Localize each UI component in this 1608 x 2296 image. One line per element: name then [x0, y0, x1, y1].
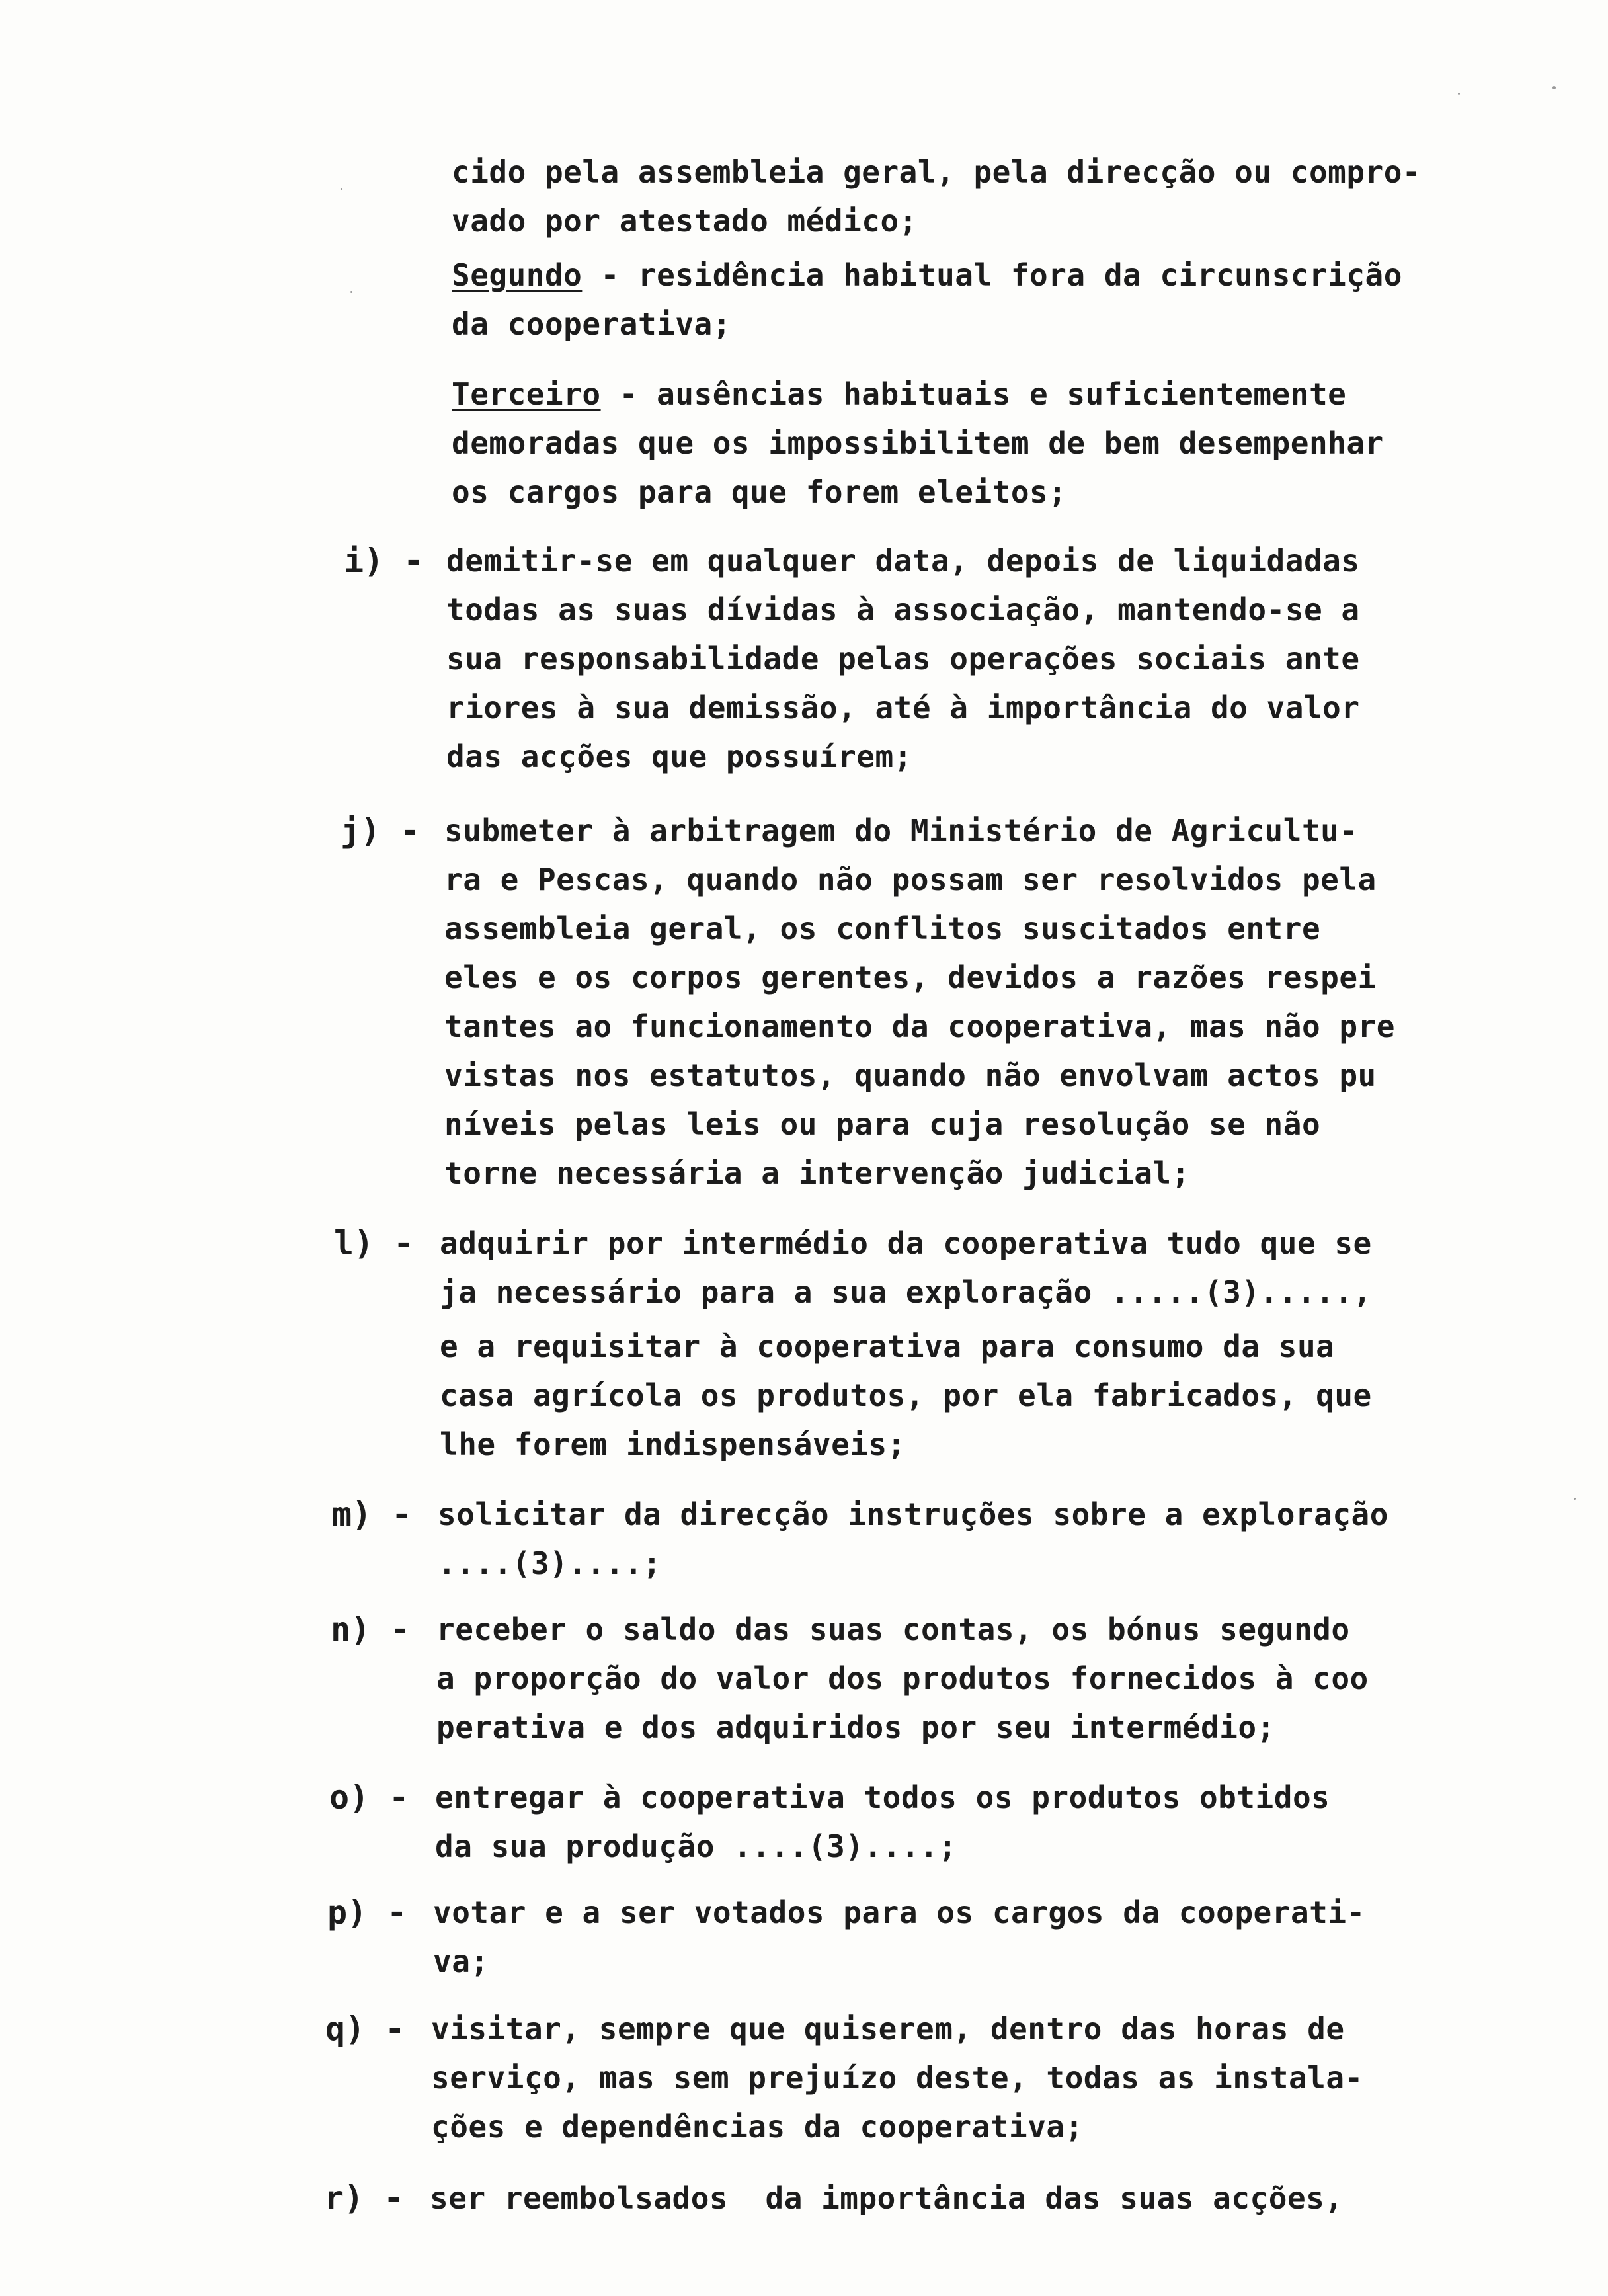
text-line: eles e os corpos gerentes, devidos a razões respei [444, 960, 1377, 995]
text-line: receber o saldo das suas contas, os bónus segundo [436, 1612, 1350, 1647]
text-line: demitir-se em qualquer data, depois de liquidadas [446, 543, 1360, 579]
item-marker-n: n) - [331, 1610, 411, 1649]
text-line: todas as suas dívidas à associação, mantendo-se a [446, 592, 1360, 628]
text-line: ....(3)....; [438, 1545, 662, 1581]
scan-speck [1574, 1498, 1576, 1500]
item-marker-o: o) - [329, 1778, 409, 1817]
scan-speck [350, 291, 352, 293]
text-line: da sua produção ....(3)....; [435, 1828, 957, 1864]
text-line: perativa e dos adquiridos por seu intermédio; [436, 1709, 1275, 1745]
text-line: vado por atestado médico; [452, 203, 918, 239]
text-line: riores à sua demissão, até à importância do valor [446, 690, 1360, 725]
text-line: lhe forem indispensáveis; [440, 1426, 906, 1462]
text-line: demoradas que os impossibilitem de bem desempenhar [452, 425, 1384, 461]
text-line: serviço, mas sem prejuízo deste, todas as instala- [431, 2060, 1363, 2096]
scan-speck [1458, 93, 1460, 95]
item-marker-j: j) - [341, 811, 421, 850]
text-line: - ausências habituais e suficientemente [600, 376, 1347, 412]
terceiro-heading: Terceiro [452, 376, 601, 412]
text-line: va; [433, 1944, 489, 1979]
segundo-paragraph [452, 257, 1402, 294]
terceiro-paragraph [452, 376, 1346, 413]
item-marker-m: m) - [332, 1495, 412, 1534]
text-line: vistas nos estatutos, quando não envolvam actos pu [444, 1057, 1377, 1093]
item-marker-p: p) - [327, 1893, 407, 1932]
item-marker-i: i) - [344, 542, 424, 580]
scan-speck [341, 188, 342, 190]
segundo-heading: Segundo [452, 257, 583, 293]
text-line: visitar, sempre que quiserem, dentro das horas de [431, 2011, 1345, 2047]
text-line: níveis pelas leis ou para cuja resolução se não [444, 1106, 1321, 1142]
text-line: ra e Pescas, quando não possam ser resolvidos pela [444, 862, 1377, 897]
item-marker-q: q) - [325, 2010, 405, 2048]
text-line: os cargos para que forem eleitos; [452, 474, 1067, 510]
text-line: ções e dependências da cooperativa; [431, 2109, 1084, 2145]
text-line: cido pela assembleia geral, pela direcção ou compro- [452, 154, 1422, 190]
text-line: votar e a ser votados para os cargos da cooperati- [433, 1895, 1365, 1930]
text-line: ja necessário para a sua exploração .....(3)....., [440, 1274, 1372, 1310]
text-line: e a requisitar à cooperativa para consumo da sua [440, 1329, 1335, 1364]
text-line: solicitar da direcção instruções sobre a exploração [438, 1496, 1388, 1532]
text-line: torne necessária a intervenção judicial; [444, 1155, 1190, 1191]
text-line: adquirir por intermédio da cooperativa tudo que se [440, 1225, 1372, 1261]
text-line: submeter à arbitragem do Ministério de Agricultu- [444, 813, 1358, 848]
text-line: da cooperativa; [452, 306, 731, 342]
text-line: tantes ao funcionamento da cooperativa, mas não pre [444, 1008, 1395, 1044]
text-line: casa agrícola os produtos, por ela fabricados, que [440, 1377, 1372, 1413]
text-line: das acções que possuírem; [446, 739, 912, 774]
text-line: assembleia geral, os conflitos suscitados entre [444, 911, 1321, 946]
scan-speck [1552, 86, 1556, 89]
text-line: ser reembolsados da importância das suas acções, [430, 2180, 1344, 2216]
text-line: entregar à cooperativa todos os produtos obtidos [435, 1780, 1330, 1815]
item-marker-r: r) - [324, 2179, 404, 2217]
text-line: - residência habitual fora da circunscrição [582, 257, 1402, 293]
item-marker-l: l) - [334, 1224, 414, 1262]
text-line: a proporção do valor dos produtos fornecidos à coo [436, 1660, 1369, 1696]
text-line: sua responsabilidade pelas operações sociais ante [446, 641, 1360, 676]
